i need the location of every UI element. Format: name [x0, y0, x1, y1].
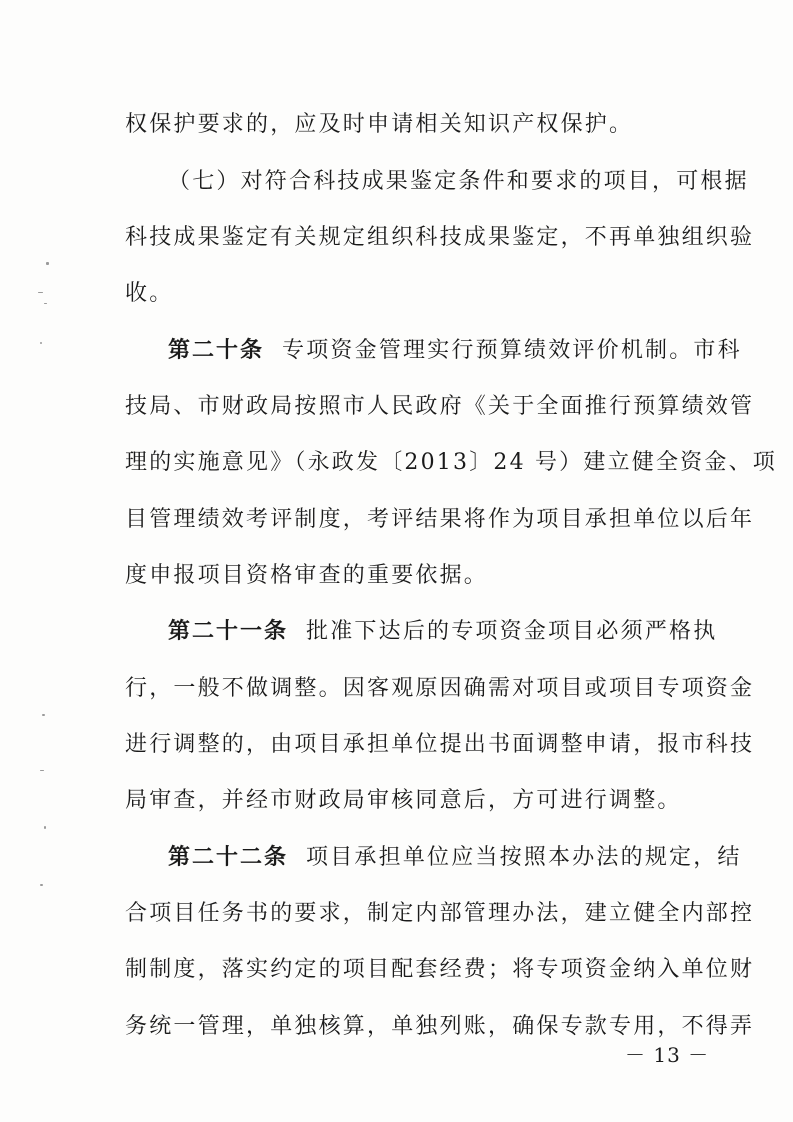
text-line: 制制度，落实约定的项目配套经费；将专项资金纳入单位财 — [125, 957, 755, 982]
text-line: 务统一管理，单独核算，单独列账，确保专款专用，不得弄 — [125, 1014, 755, 1039]
text-line: 合项目任务书的要求，制定内部管理办法，建立健全内部控 — [125, 901, 755, 926]
text-line: 收。 — [125, 281, 174, 306]
article-20-first-line: 第二十条 专项资金管理实行预算绩效评价机制。市科 — [168, 338, 742, 363]
text-line: 理的实施意见》（永政发〔2013〕24 号）建立健全资金、项 — [125, 450, 777, 475]
article-22-first-line: 第二十二条 项目承担单位应当按照本办法的规定，结 — [168, 845, 742, 870]
scan-speck — [40, 770, 44, 771]
text-line: 行，一般不做调整。因客观原因确需对项目或项目专项资金 — [125, 676, 755, 701]
scan-speck — [40, 884, 43, 886]
text-line: （七）对符合科技成果鉴定条件和要求的项目，可根据 — [168, 169, 749, 194]
scan-speck — [42, 714, 45, 716]
article-21-first-line: 第二十一条 批准下达后的专项资金项目必须严格执 — [168, 619, 718, 644]
scan-speck — [40, 342, 42, 344]
text-line: 局审查，并经市财政局审核同意后，方可进行调整。 — [125, 788, 682, 813]
article-heading: 第二十二条 — [168, 845, 289, 870]
scan-speck — [44, 826, 46, 829]
article-heading: 第二十条 — [168, 338, 265, 363]
text-line: 技局、市财政局按照市人民政府《关于全面推行预算绩效管 — [125, 394, 755, 419]
text-line: 权保护要求的，应及时申请相关知识产权保护。 — [125, 112, 634, 137]
text-line: 度申报项目资格审查的重要依据。 — [125, 563, 489, 588]
article-heading: 第二十一条 — [168, 619, 289, 644]
text-line: 科技成果鉴定有关规定组织科技成果鉴定，不再单独组织验 — [125, 225, 755, 250]
text-line: 目管理绩效考评制度，考评结果将作为项目承担单位以后年 — [125, 507, 755, 532]
text-line: 进行调整的，由项目承担单位提出书面调整申请，报市科技 — [125, 732, 755, 757]
scan-speck — [38, 292, 43, 293]
scan-speck — [46, 262, 49, 265]
scan-speck — [44, 303, 47, 304]
page-number: － 13 － — [625, 1043, 710, 1067]
